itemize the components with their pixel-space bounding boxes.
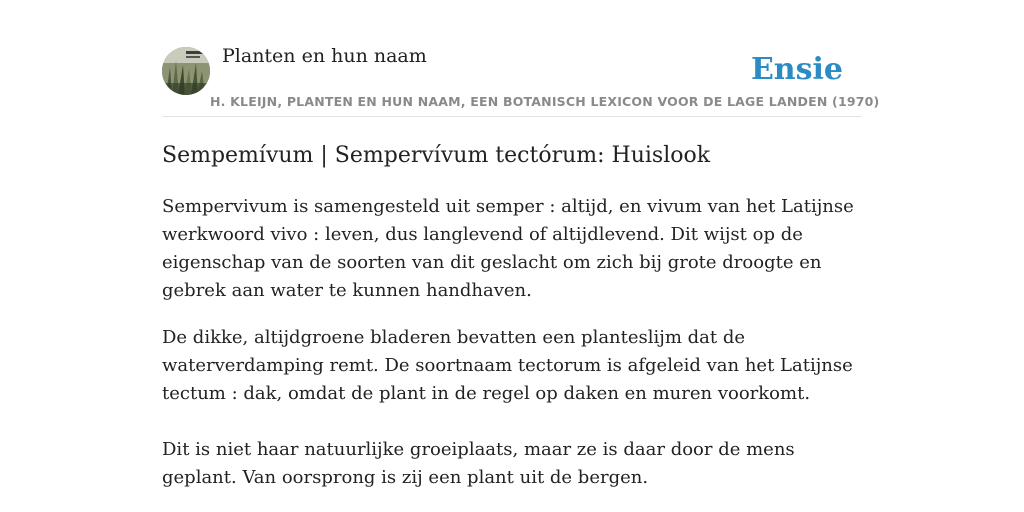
source-citation: H. KLEIJN, PLANTEN EN HUN NAAM, EEN BOTANISCH LEXICON VOOR DE LAGE LANDEN (1970) [210, 94, 880, 109]
book-cover-icon [162, 47, 210, 95]
content-container [162, 44, 880, 492]
entry-paragraph: De dikke, altijdgroene bladeren bevatten een planteslijm dat de waterverdamping remt. De soortnaam tectorum is afgeleid van het Latijnse tectum : dak, omdat de plant in de regel op daken en muren voorkomt. [162, 327, 853, 404]
entry-title: Sempemívum | Sempervívum tectórum: Huislook [162, 143, 711, 168]
entry-paragraph: Dit is niet haar natuurlijke groeiplaats, maar ze is daar door de mens geplant. Van oorsprong is zij een plant uit de bergen. [162, 439, 795, 488]
book-title[interactable]: Planten en hun naam [222, 45, 427, 67]
entry-paragraph: Sempervivum is samengesteld uit semper : altijd, en vivum van het Latijnse werkwoord vivo : leven, dus langlevend of altijdlevend. Dit wijst op de eigenschap van de soorten van dit geslacht om zich bij grote droogte en gebrek aan water te kunnen handhaven. [162, 196, 854, 301]
header [162, 44, 880, 117]
book-cover-thumbnail[interactable] [162, 47, 210, 95]
brand-logo[interactable]: Ensie [750, 52, 843, 87]
